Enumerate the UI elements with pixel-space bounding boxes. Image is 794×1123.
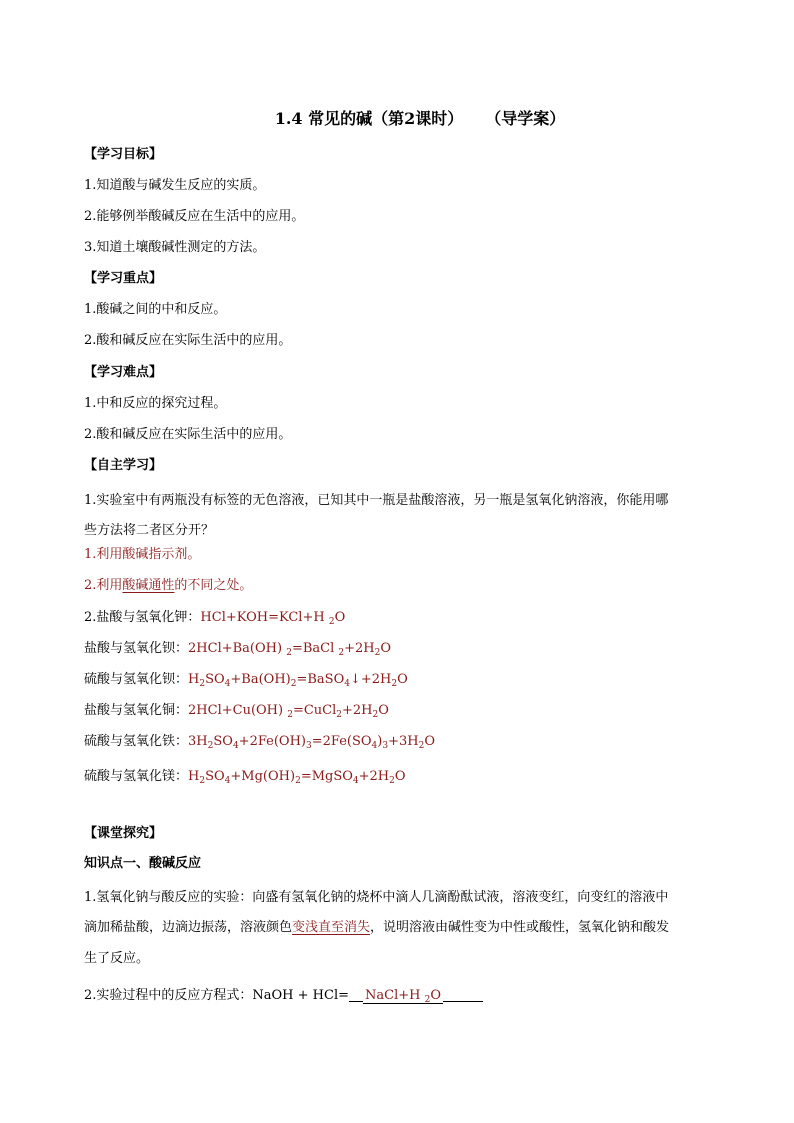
reaction-label: 盐酸与氢氧化铜： (84, 703, 189, 718)
goal-item: 2.能够例举酸碱反应在生活中的应用。 (84, 209, 305, 224)
answer-blank-right (443, 987, 483, 1002)
page-title (0, 106, 794, 129)
goals-heading: 【学习目标】 (84, 147, 163, 162)
reaction-label: 2.盐酸与氢氧化钾： (84, 610, 201, 625)
equation-answer: NaCl+H $_2$O (365, 988, 442, 1005)
reaction-row (84, 640, 391, 658)
color-change-answer: 变浅直至消失 (292, 920, 371, 935)
reaction-row (84, 671, 408, 689)
reaction-label: 硫酸与氢氧化钡： (84, 672, 189, 687)
classroom-heading: 【课堂探究】 (84, 826, 163, 841)
paragraph-1-line-1: 1.氢氧化钠与酸反应的实验：向盛有氢氧化钠的烧杯中滴人几滴酚酞试液，溶液变红，向变红的溶液中 (84, 890, 669, 905)
reaction-equation: $3H_2SO_4+2Fe(OH)_3=2Fe(SO_4)_3+3H_2O$ (188, 734, 435, 751)
knowledge-point-heading: 知识点一、酸碱反应 (84, 856, 202, 871)
difficulty-item: 1.中和反应的探究过程。 (84, 396, 227, 411)
key-points-heading: 【学习重点】 (84, 271, 163, 286)
reaction-label: 硫酸与氢氧化铁： (84, 734, 189, 749)
question-1-line-2: 些方法将二者区分开？ (84, 523, 215, 538)
paragraph-1-line-2: 滴加稀盐酸，边滴边振荡，溶液颜色变浅直至消失，说明溶液由碱性变为中性或酸性，氢氧化钠和酸发 (84, 920, 670, 935)
reaction-row (84, 702, 389, 720)
key-point-item: 1.酸碱之间的中和反应。 (84, 302, 227, 317)
key-point-item: 2.酸和碱反应在实际生活中的应用。 (84, 333, 292, 348)
answer-1: 1.利用酸碱指示剂。 (84, 547, 201, 562)
title-suffix: （导学案） (485, 109, 566, 128)
reaction-equation: $H_2SO_4+Ba(OH)_2=BaSO_4↓+2H_2O$ (188, 672, 408, 689)
goal-item: 1.知道酸与碱发生反应的实质。 (84, 178, 266, 193)
reaction-row (84, 768, 406, 786)
reaction-label: 硫酸与氢氧化镁： (84, 769, 189, 784)
difficulty-item: 2.酸和碱反应在实际生活中的应用。 (84, 427, 292, 442)
reaction-equation: 2HCl+Ba(OH) $_2$=BaCl $_2+2H_2O$ (188, 641, 392, 658)
answer-blank-left (349, 987, 363, 1002)
reaction-label: 盐酸与氢氧化钡： (84, 641, 189, 656)
difficulties-heading: 【学习难点】 (84, 365, 163, 380)
answer-2: 2.利用酸碱通性的不同之处。 (84, 578, 253, 593)
reaction-row (84, 609, 345, 627)
goal-item: 3.知道土壤酸碱性测定的方法。 (84, 240, 266, 255)
reaction-equation: HCl+KOH=KCl+H $_2$O (200, 610, 346, 627)
reaction-equation: 2HCl+Cu(OH) $_2=CuCl_2+2H_2O$ (188, 703, 389, 720)
paragraph-1-line-3: 生了反应。 (84, 951, 150, 966)
reaction-equation: $H_2SO_4+Mg(OH)_2=MgSO_4+2H_2O$ (188, 769, 406, 786)
answer-2-keyword: 酸碱通性 (122, 578, 175, 593)
self-study-heading: 【自主学习】 (84, 458, 163, 473)
question-1-line-1: 1.实验室中有两瓶没有标签的无色溶液，已知其中一瓶是盐酸溶液，另一瓶是氢氧化钠溶液，你能用哪 (84, 493, 669, 508)
equation-question: 2.实验过程中的反应方程式：NaOH + HCl= NaCl+H $_2$O (84, 987, 483, 1005)
reaction-row (84, 733, 435, 751)
title-main: 1.4 常见的碱（第2课时） (274, 109, 464, 128)
